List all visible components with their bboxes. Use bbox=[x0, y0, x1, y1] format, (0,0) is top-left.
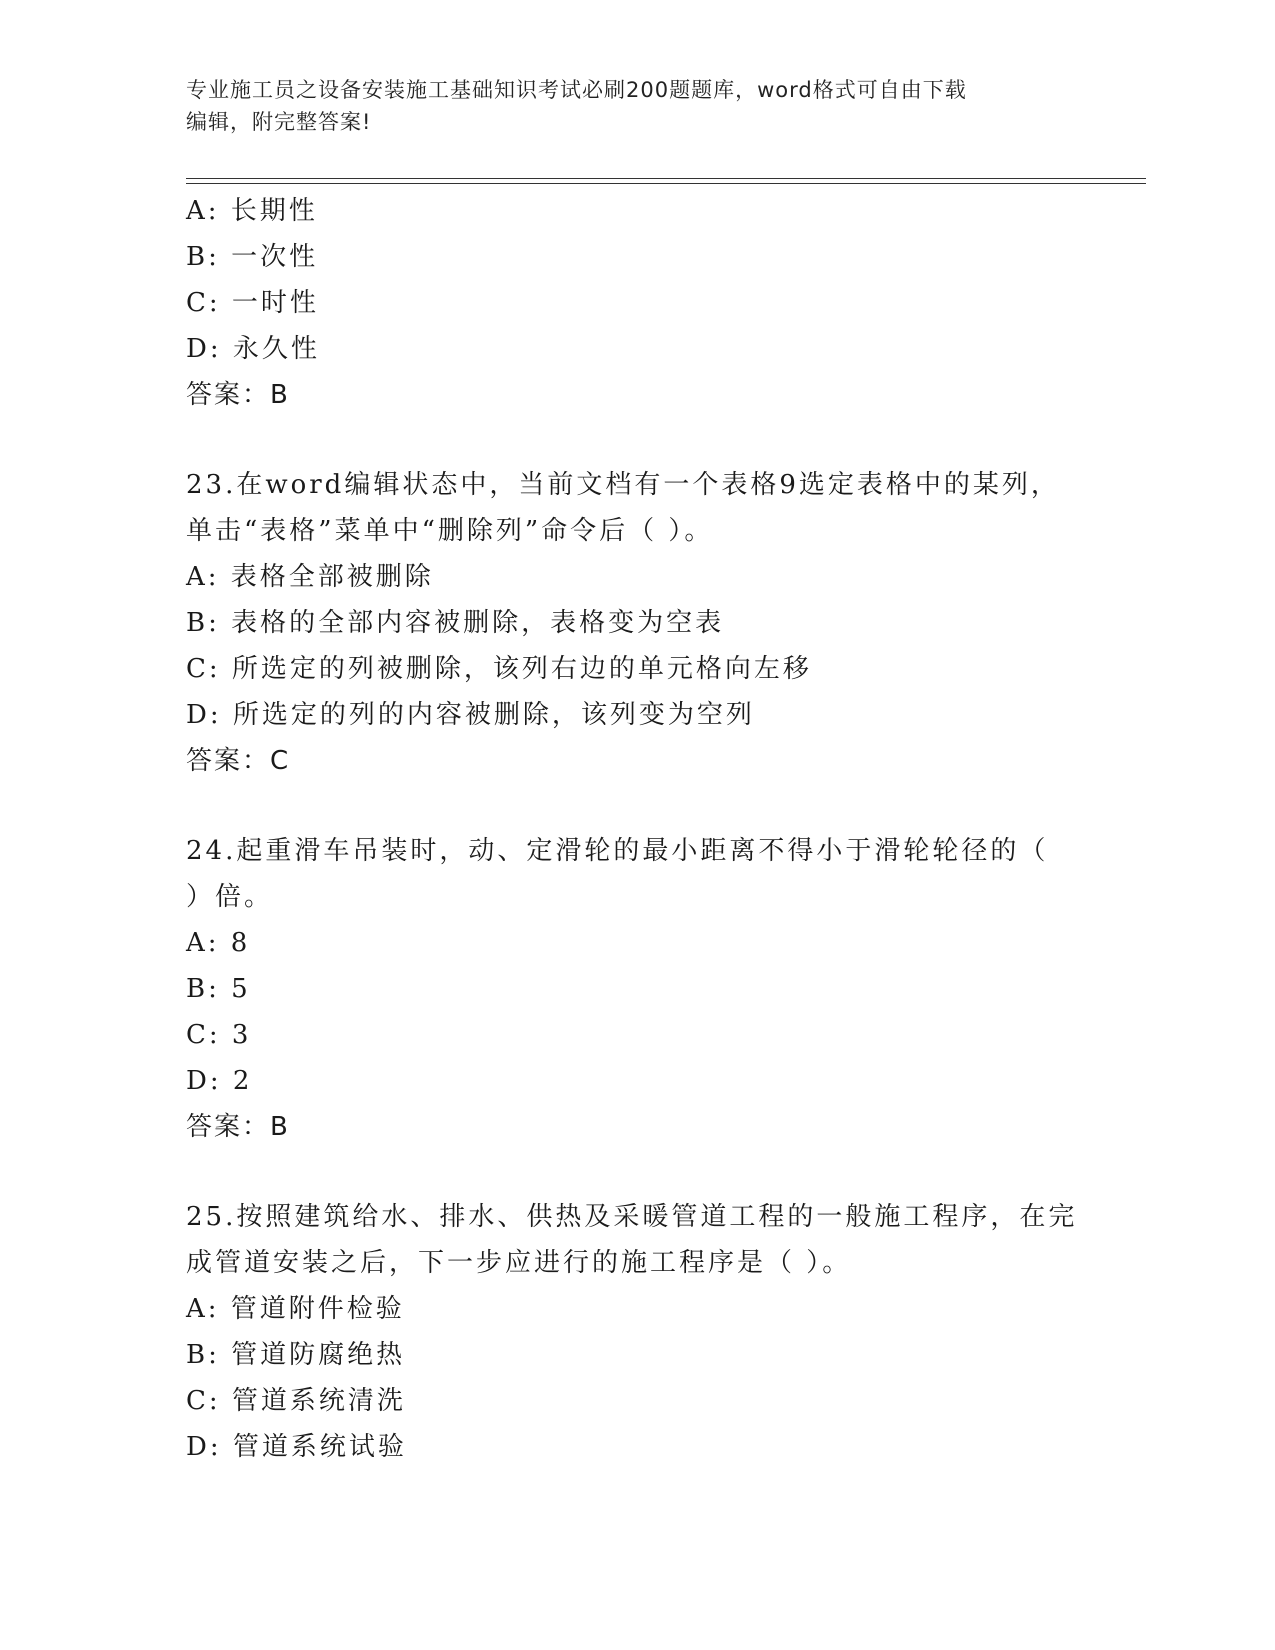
question-stem-line: 成管道安装之后，下一步应进行的施工程序是（ ）。 bbox=[186, 1248, 852, 1278]
option-a: A: 表格全部被删除 bbox=[186, 562, 434, 592]
option-b: B: 管道防腐绝热 bbox=[186, 1340, 406, 1370]
question-stem-line: 23.在word编辑状态中，当前文档有一个表格9选定表格中的某列， bbox=[186, 470, 1060, 500]
header-title-line-1: 专业施工员之设备安装施工基础知识考试必刷200题题库，word格式可自由下载 bbox=[186, 78, 967, 102]
header-divider-top bbox=[186, 178, 1146, 179]
option-b: B: 一次性 bbox=[186, 242, 319, 272]
option-d: D: 永久性 bbox=[186, 334, 320, 364]
question-stem-line: 24.起重滑车吊装时，动、定滑轮的最小距离不得小于滑轮轮径的（ bbox=[186, 836, 1049, 866]
header-title-line-2: 编辑，附完整答案! bbox=[186, 110, 372, 134]
answer: 答案：C bbox=[186, 746, 291, 776]
option-a: A: 8 bbox=[186, 928, 251, 958]
option-c: C: 管道系统清洗 bbox=[186, 1386, 406, 1416]
option-c: C: 一时性 bbox=[186, 288, 319, 318]
question-stem-line: ）倍。 bbox=[186, 882, 274, 912]
question-content bbox=[186, 188, 1146, 1470]
answer: 答案：B bbox=[186, 1112, 290, 1142]
option-c: C: 所选定的列被删除，该列右边的单元格向左移 bbox=[186, 654, 812, 684]
document-header bbox=[186, 74, 1086, 138]
answer: 答案：B bbox=[186, 380, 290, 410]
option-d: D: 2 bbox=[186, 1066, 253, 1096]
option-d: D: 所选定的列的内容被删除，该列变为空列 bbox=[186, 700, 755, 730]
option-a: A: 管道附件检验 bbox=[186, 1294, 405, 1324]
question-24 bbox=[186, 828, 1146, 1150]
option-b: B: 表格的全部内容被删除，表格变为空表 bbox=[186, 608, 725, 638]
option-d: D: 管道系统试验 bbox=[186, 1432, 407, 1462]
option-b: B: 5 bbox=[186, 974, 251, 1004]
question-22-continued bbox=[186, 188, 1146, 418]
question-stem-line: 单击“表格”菜单中“删除列”命令后（ ）。 bbox=[186, 516, 714, 546]
option-c: C: 3 bbox=[186, 1020, 252, 1050]
question-25 bbox=[186, 1194, 1146, 1470]
question-stem-line: 25.按照建筑给水、排水、供热及采暖管道工程的一般施工程序，在完 bbox=[186, 1202, 1078, 1232]
header-divider-bottom bbox=[186, 183, 1146, 184]
question-23 bbox=[186, 462, 1146, 784]
option-a: A: 长期性 bbox=[186, 196, 318, 226]
